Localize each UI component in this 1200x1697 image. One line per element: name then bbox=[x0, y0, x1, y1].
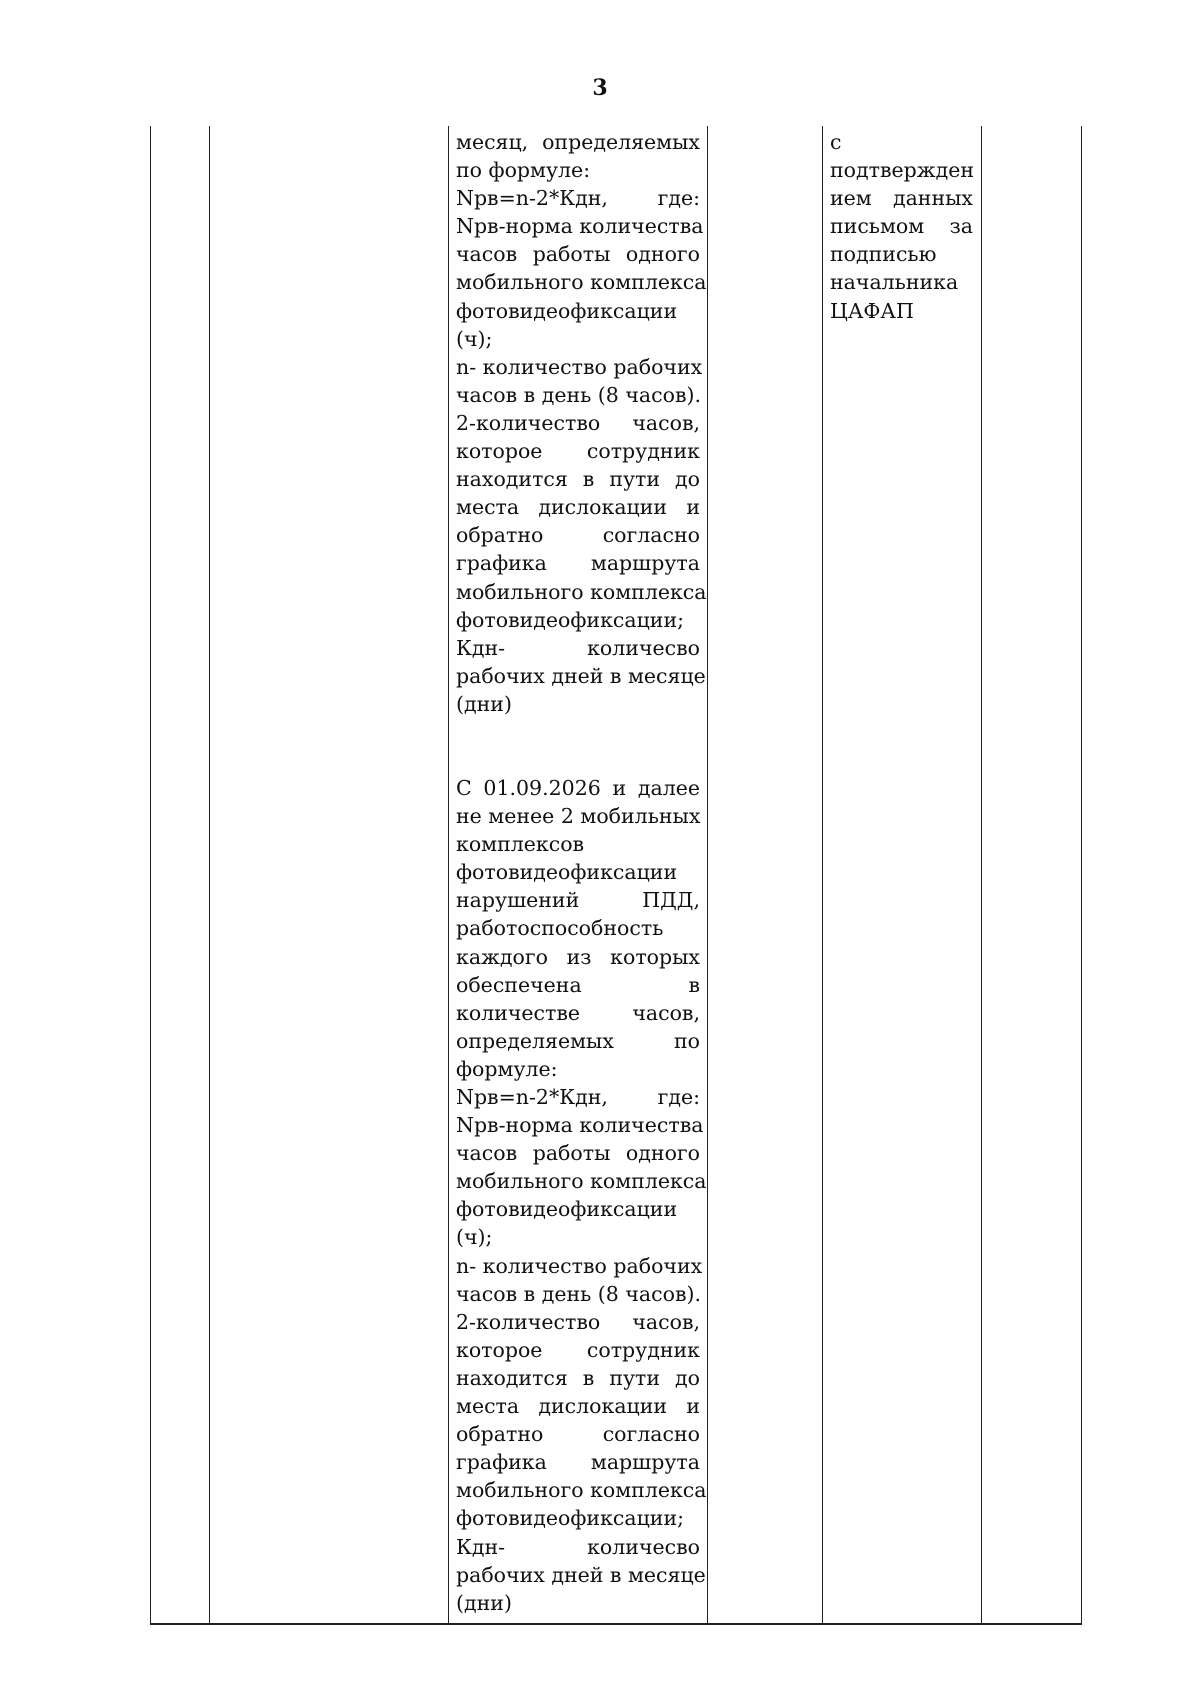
cell-text-line: не менее 2 мобильных bbox=[456, 804, 701, 829]
confirmation-cell bbox=[830, 128, 973, 325]
cell-text-line: подписью bbox=[830, 242, 937, 267]
cell-text-line: нарушений ПДД, bbox=[456, 888, 700, 913]
cell-text-line: обратно согласно bbox=[456, 1422, 700, 1447]
cell-text-line: определяемых по bbox=[456, 1028, 700, 1053]
cell-text-line: места дислокации и bbox=[456, 1394, 700, 1419]
cell-text-line: места дислокации и bbox=[456, 495, 700, 520]
column-divider bbox=[981, 126, 982, 1625]
cell-text-line: ЦАФАП bbox=[830, 298, 914, 323]
cell-text-line: месяц, определяемых bbox=[456, 130, 700, 154]
cell-text-line: часов работы одного bbox=[456, 1141, 700, 1166]
cell-text-line: n- количество рабочих bbox=[456, 1253, 703, 1278]
cell-text-line: часов в день (8 часов). bbox=[456, 382, 702, 407]
cell-text-line: мобильного комплекса bbox=[456, 579, 707, 604]
cell-text-line: 2-количество часов, bbox=[456, 1309, 700, 1334]
cell-text-line: часов в день (8 часов). bbox=[456, 1281, 702, 1306]
cell-text-line: графика маршрута bbox=[456, 551, 700, 576]
cell-text-line: мобильного комплекса bbox=[456, 1169, 707, 1194]
table-border-right bbox=[1081, 126, 1082, 1625]
cell-text-line: мобильного комплекса bbox=[456, 270, 707, 295]
cell-text-line: (дни) bbox=[456, 1590, 512, 1615]
cell-text-line: 2-количество часов, bbox=[456, 410, 700, 435]
cell-text-line: рабочих дней в месяце bbox=[456, 1562, 706, 1587]
cell-text-line: письмом за bbox=[830, 214, 973, 239]
cell-text-line: находится в пути до bbox=[456, 467, 700, 492]
column-divider bbox=[822, 126, 823, 1625]
cell-text-line: фотовидеофиксации bbox=[456, 860, 678, 885]
cell-text-line: Nрв=n-2*Кдн, где: bbox=[456, 186, 700, 211]
cell-text-line: начальника bbox=[830, 270, 959, 295]
requirements-table bbox=[150, 126, 1081, 1625]
cell-text-line: С 01.09.2026 и далее bbox=[456, 775, 700, 800]
cell-text-line: часов работы одного bbox=[456, 242, 700, 267]
cell-text-line: (ч); bbox=[456, 1225, 493, 1250]
page-number: 3 bbox=[592, 75, 608, 101]
cell-text-line: которое сотрудник bbox=[456, 1337, 700, 1362]
cell-text-line: (дни) bbox=[456, 691, 512, 716]
cell-text-line: ием данных bbox=[830, 186, 973, 211]
column-divider bbox=[707, 126, 708, 1625]
cell-text-line: комплексов bbox=[456, 832, 585, 857]
cell-text-line: фотовидеофиксации bbox=[456, 1197, 678, 1222]
cell-text-line: обеспечена в bbox=[456, 972, 700, 997]
column-divider bbox=[209, 126, 210, 1625]
cell-text-line: Кдн- количесво bbox=[456, 635, 700, 660]
cell-text-line: по формуле: bbox=[456, 158, 591, 183]
cell-text-line: Nрв-норма количества bbox=[456, 214, 704, 239]
cell-text-line: фотовидеофиксации; bbox=[456, 607, 685, 632]
cell-text-line: каждого из которых bbox=[456, 944, 700, 969]
cell-text-line: графика маршрута bbox=[456, 1450, 700, 1475]
cell-text-line: подтвержден bbox=[830, 158, 975, 183]
cell-text-line: с bbox=[830, 130, 842, 154]
cell-text-line: Кдн- количесво bbox=[456, 1534, 700, 1559]
table-border-left bbox=[150, 126, 151, 1625]
cell-text-line: n- количество рабочих bbox=[456, 354, 703, 379]
formula-cell bbox=[456, 128, 707, 1617]
formula-block-from-2026 bbox=[456, 774, 707, 1617]
column-divider bbox=[448, 126, 449, 1625]
cell-text-line: формуле: bbox=[456, 1056, 558, 1081]
cell-text-line: (ч); bbox=[456, 326, 493, 351]
cell-text-line: Nрв-норма количества bbox=[456, 1113, 704, 1138]
cell-text-line: рабочих дней в месяце bbox=[456, 663, 706, 688]
cell-text-line: фотовидеофиксации bbox=[456, 298, 678, 323]
cell-text-line: количестве часов, bbox=[456, 1000, 700, 1025]
formula-block-initial bbox=[456, 128, 707, 718]
cell-text-line: работоспособность bbox=[456, 916, 664, 941]
cell-text-line: которое сотрудник bbox=[456, 439, 700, 464]
cell-text-line: Nрв=n-2*Кдн, где: bbox=[456, 1085, 700, 1109]
cell-text-line: находится в пути до bbox=[456, 1365, 700, 1390]
cell-text-line: фотовидеофиксации; bbox=[456, 1506, 685, 1531]
cell-text-line: мобильного комплекса bbox=[456, 1478, 707, 1503]
cell-text-line: обратно согласно bbox=[456, 523, 700, 548]
